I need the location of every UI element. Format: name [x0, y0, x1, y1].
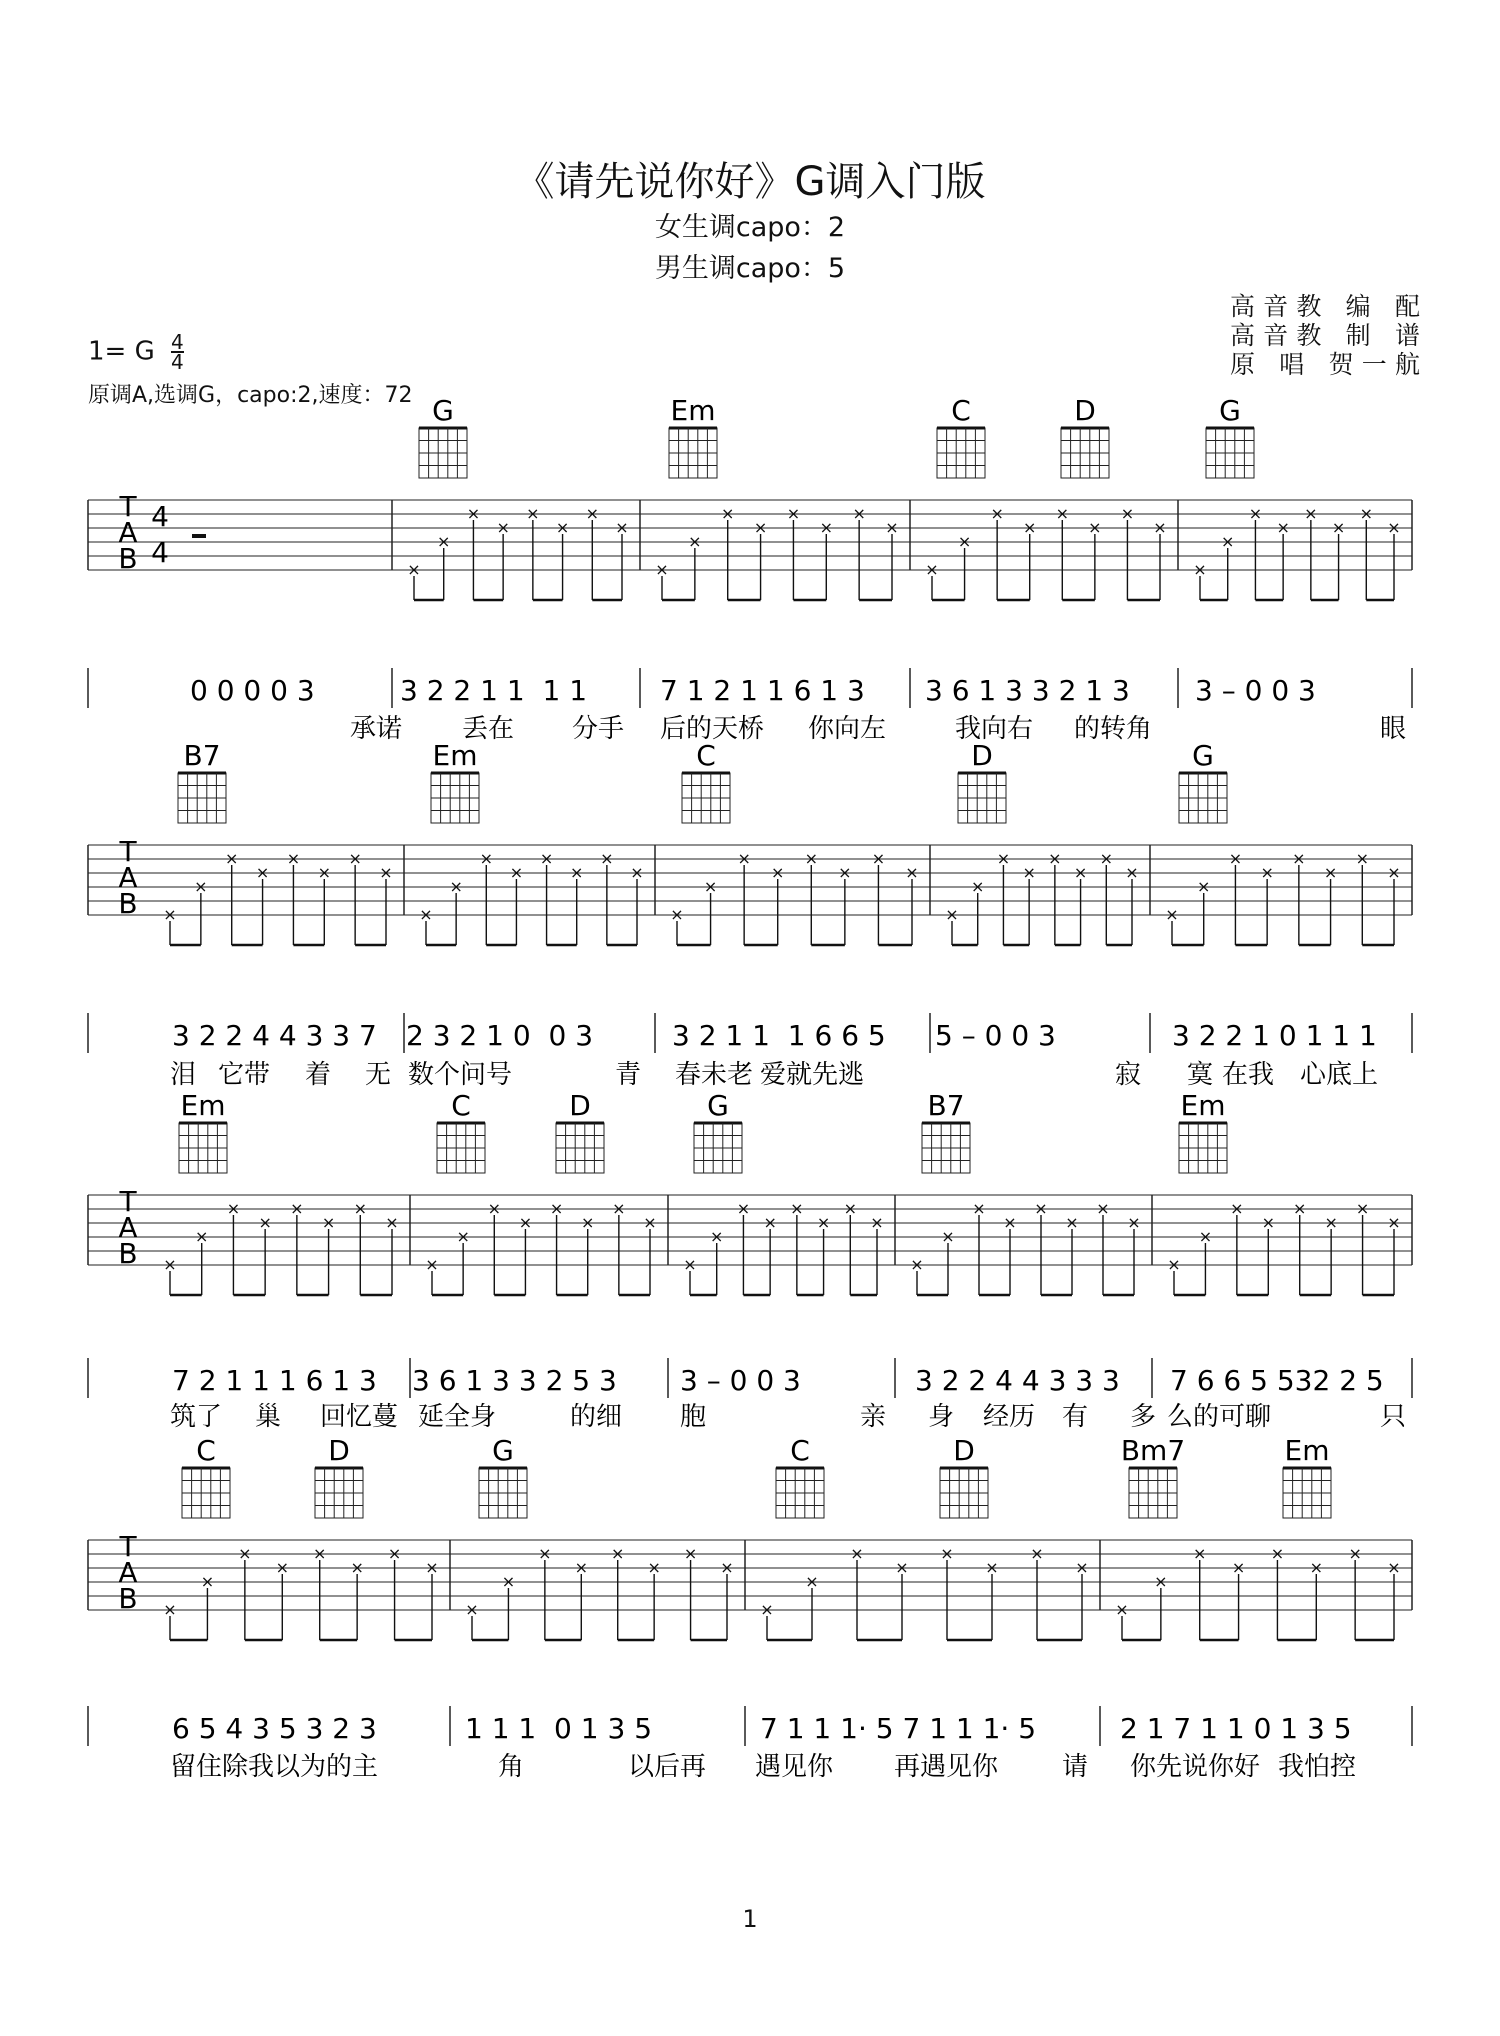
- tab-x-note: ×: [585, 504, 599, 523]
- tab-x-note: ×: [570, 863, 584, 882]
- lyric-text: 数个问号: [408, 1060, 513, 1090]
- lyric-text: 丢在: [462, 714, 515, 744]
- tab-x-note: ×: [200, 1572, 215, 1591]
- tab-x-note: ×: [238, 1544, 252, 1563]
- key-label: 1= G: [88, 336, 155, 367]
- lyric-text: 眼: [1380, 714, 1407, 744]
- lyric-text: 只: [1380, 1402, 1407, 1432]
- tab-x-note: ×: [1193, 1544, 1207, 1563]
- chord-name: C: [451, 1089, 471, 1122]
- lyric-text: 再遇见你: [894, 1752, 999, 1782]
- tab-letter: B: [118, 887, 138, 920]
- lyric-text: 分手: [572, 714, 625, 744]
- subtitle-female-capo: 女生调capo：2: [654, 212, 846, 243]
- tab-x-note: ×: [1261, 1213, 1275, 1232]
- chord-name: G: [707, 1089, 729, 1122]
- lyric-text: 留住除我以为的主: [170, 1752, 379, 1782]
- page-title: 《请先说你好》G调入门版: [514, 159, 986, 205]
- tab-x-note: ×: [479, 849, 493, 868]
- chord-name: G: [1192, 739, 1214, 772]
- tab-x-note: ×: [1167, 1255, 1181, 1274]
- tab-x-note: ×: [1048, 849, 1062, 868]
- tab-x-note: ×: [1023, 518, 1037, 537]
- lyric-text: 着: [305, 1060, 332, 1090]
- lyric-text: 春未老: [675, 1060, 754, 1090]
- tab-x-note: ×: [1075, 1558, 1089, 1577]
- tab-x-note: ×: [1323, 863, 1338, 882]
- lyric-text: 么的可聊: [1167, 1402, 1272, 1432]
- numbered-notation-measure: 3 2 2 1 0 1 1 1: [1172, 1019, 1377, 1052]
- numbered-notation-measure: 3 2 2 4 4 3 3 7: [172, 1019, 377, 1052]
- chord-name: C: [696, 739, 716, 772]
- numbered-notation-measure: 5 – 0 0 3: [935, 1019, 1056, 1052]
- lyric-text: 筑了: [170, 1402, 223, 1432]
- tab-x-note: ×: [786, 504, 801, 523]
- tab-x-note: ×: [670, 905, 684, 924]
- tab-x-note: ×: [611, 1544, 625, 1563]
- lyric-text: 请: [1062, 1752, 1089, 1782]
- tab-x-note: ×: [255, 863, 270, 882]
- tab-x-note: ×: [996, 849, 1011, 868]
- tab-x-note: ×: [1055, 504, 1069, 523]
- tab-x-note: ×: [1034, 1199, 1048, 1218]
- tab-x-note: ×: [574, 1558, 588, 1577]
- tab-x-note: ×: [647, 1558, 661, 1577]
- tab-time-sig-top: 4: [151, 500, 169, 533]
- tab-x-note: ×: [313, 1544, 327, 1563]
- tab-x-note: ×: [1154, 1572, 1168, 1591]
- tab-x-note: ×: [290, 1199, 304, 1218]
- tab-x-note: ×: [910, 1255, 924, 1274]
- tab-x-note: ×: [225, 849, 239, 868]
- tab-x-note: ×: [1359, 504, 1373, 523]
- lyric-text: 回忆蔓: [320, 1402, 399, 1432]
- lyric-text: 我怕控: [1278, 1752, 1357, 1782]
- lyric-text: 有: [1062, 1402, 1089, 1432]
- tab-x-note: ×: [163, 905, 177, 924]
- tab-x-note: ×: [1260, 863, 1274, 882]
- numbered-notation-measure: 3 – 0 0 3: [1195, 674, 1316, 707]
- numbered-notation-measure: 2 1 7 1 1 0 1 3 5: [1120, 1712, 1352, 1745]
- tab-x-note: ×: [437, 532, 451, 551]
- tab-x-note: ×: [1304, 504, 1318, 523]
- tab-letter: A: [118, 516, 138, 549]
- tab-x-note: ×: [753, 518, 768, 537]
- chord-name: B7: [183, 739, 221, 772]
- lyric-text: 遇见你: [755, 1752, 834, 1782]
- tab-x-note: ×: [1096, 1199, 1110, 1218]
- tab-x-note: ×: [612, 1199, 626, 1218]
- tab-x-note: ×: [385, 1213, 399, 1232]
- numbered-notation-measure: 0 0 0 0 3: [190, 674, 315, 707]
- tab-x-note: ×: [1022, 863, 1036, 882]
- chord-name: Em: [1180, 1089, 1226, 1122]
- chord-name: G: [1219, 394, 1241, 427]
- tab-x-note: ×: [1387, 518, 1401, 537]
- tab-x-note: ×: [1331, 518, 1346, 537]
- tab-x-note: ×: [819, 518, 833, 537]
- tab-x-note: ×: [449, 877, 463, 896]
- lyric-text: 身: [928, 1402, 955, 1432]
- lyric-text: 的细: [570, 1402, 623, 1432]
- tab-x-note: ×: [1073, 863, 1088, 882]
- credit-original-singer: 原 唱 贺一航: [1230, 350, 1420, 379]
- numbered-notation-measure: 3 6 1 3 3 2 1 3: [925, 674, 1130, 707]
- tab-x-note: ×: [643, 1213, 657, 1232]
- tab-x-note: ×: [407, 560, 421, 579]
- tab-x-note: ×: [518, 1213, 533, 1232]
- tab-x-note: ×: [736, 1199, 751, 1218]
- tab-x-note: ×: [456, 1227, 470, 1246]
- lyric-text: 巢: [255, 1402, 282, 1432]
- chord-name: D: [328, 1434, 350, 1467]
- tab-x-note: ×: [720, 1558, 734, 1577]
- tab-x-note: ×: [1355, 849, 1369, 868]
- tab-x-note: ×: [539, 849, 554, 868]
- lyric-text: 你先说你好: [1130, 1752, 1261, 1782]
- tab-x-note: ×: [555, 518, 570, 537]
- numbered-notation-measure: 2 3 2 1 0 0 3: [406, 1019, 594, 1052]
- tab-letter: A: [118, 1556, 138, 1589]
- tab-x-note: ×: [655, 560, 669, 579]
- tab-x-note: ×: [940, 1544, 954, 1563]
- lyric-text: 它带: [218, 1060, 271, 1090]
- tab-x-note: ×: [353, 1199, 367, 1218]
- tab-letter: T: [119, 835, 137, 868]
- tab-letter: T: [119, 490, 137, 523]
- chord-name: C: [951, 394, 971, 427]
- tab-time-sig-bottom: 4: [151, 536, 169, 569]
- tab-x-note: ×: [1230, 1199, 1244, 1218]
- tab-letter: B: [118, 542, 138, 575]
- tab-x-note: ×: [721, 504, 735, 523]
- tab-x-note: ×: [957, 532, 972, 551]
- tab-x-note: ×: [905, 863, 919, 882]
- tab-x-note: ×: [763, 1213, 777, 1232]
- numbered-notation-measure: 3 2 1 1 1 6 6 5: [672, 1019, 886, 1052]
- lyric-text: 无: [365, 1060, 392, 1090]
- lyric-text: 角: [498, 1752, 525, 1782]
- tab-x-note: ×: [804, 849, 818, 868]
- tab-x-note: ×: [1348, 1544, 1362, 1563]
- tab-x-note: ×: [321, 1213, 336, 1232]
- chord-name: C: [196, 1434, 216, 1467]
- lyric-text: 胞: [680, 1402, 707, 1432]
- tab-x-note: ×: [466, 504, 481, 523]
- tab-x-note: ×: [790, 1199, 804, 1218]
- chord-name: Bm7: [1120, 1434, 1186, 1467]
- tab-x-note: ×: [1248, 504, 1263, 523]
- tab-x-note: ×: [286, 849, 301, 868]
- tab-x-note: ×: [1309, 1558, 1323, 1577]
- page-number: 1: [742, 1905, 758, 1933]
- tab-x-note: ×: [630, 863, 644, 882]
- original-key-info: 原调A,选调G，capo:2,速度：72: [88, 383, 413, 408]
- tab-x-note: ×: [710, 1227, 724, 1246]
- tab-x-note: ×: [226, 1199, 241, 1218]
- tab-x-note: ×: [1292, 849, 1306, 868]
- tab-x-note: ×: [465, 1600, 479, 1619]
- tab-x-note: ×: [348, 849, 362, 868]
- tab-x-note: ×: [870, 1213, 884, 1232]
- lyric-text: 我向右: [955, 714, 1034, 744]
- tab-x-note: ×: [985, 1558, 999, 1577]
- numbered-notation-measure: 7 1 2 1 1 6 1 3: [660, 674, 865, 707]
- tab-x-note: ×: [509, 863, 524, 882]
- chord-name: G: [432, 394, 454, 427]
- tab-x-note: ×: [805, 1572, 819, 1591]
- tab-x-note: ×: [1165, 905, 1179, 924]
- tab-x-note: ×: [1231, 1558, 1246, 1577]
- tab-x-note: ×: [615, 518, 629, 537]
- tab-x-note: ×: [1221, 532, 1235, 551]
- tab-letter: T: [119, 1185, 137, 1218]
- lyric-text: 承诺: [350, 714, 403, 744]
- tab-x-note: ×: [972, 1199, 986, 1218]
- chord-name: D: [971, 739, 993, 772]
- tab-x-note: ×: [925, 560, 939, 579]
- tab-x-note: ×: [1088, 518, 1102, 537]
- lyric-text: 经历: [983, 1402, 1036, 1432]
- tab-letter: A: [118, 861, 138, 894]
- numbered-notation-measure: 3 2 2 4 4 3 3 3: [915, 1364, 1120, 1397]
- tab-x-note: ×: [703, 877, 718, 896]
- tab-letter: A: [118, 1211, 138, 1244]
- tab-x-note: ×: [425, 1255, 439, 1274]
- tab-x-note: ×: [1293, 1199, 1307, 1218]
- tab-x-note: ×: [1003, 1213, 1017, 1232]
- tab-x-note: ×: [1276, 518, 1290, 537]
- lyric-text: 青: [615, 1060, 642, 1090]
- tab-x-note: ×: [1324, 1213, 1338, 1232]
- tab-x-note: ×: [760, 1600, 774, 1619]
- tab-x-note: ×: [425, 1558, 439, 1577]
- tab-x-note: ×: [317, 863, 331, 882]
- lyric-text: 爱就先逃: [760, 1060, 865, 1090]
- tab-x-note: ×: [163, 1255, 177, 1274]
- chord-name: D: [1074, 394, 1096, 427]
- tab-x-note: ×: [275, 1558, 289, 1577]
- tab-x-note: ×: [838, 863, 852, 882]
- tab-x-note: ×: [1228, 849, 1243, 868]
- tab-x-note: ×: [600, 849, 614, 868]
- tab-x-note: ×: [1030, 1544, 1044, 1563]
- tab-x-note: ×: [501, 1572, 516, 1591]
- chord-name: Em: [180, 1089, 226, 1122]
- tab-x-note: ×: [850, 1544, 864, 1563]
- chord-name: B7: [927, 1089, 965, 1122]
- chord-name: D: [569, 1089, 591, 1122]
- chord-name: Em: [1284, 1434, 1330, 1467]
- credit-arranger: 高音教 编 配: [1230, 292, 1420, 321]
- tab-x-note: ×: [163, 1600, 177, 1619]
- numbered-notation-measure: 7 1 1 1· 5 7 1 1 1· 5: [760, 1712, 1037, 1745]
- numbered-notation-measure: 3 6 1 3 3 2 5 3: [412, 1364, 617, 1397]
- credit-transcriber: 高音教 制 谱: [1230, 321, 1420, 350]
- time-sig-bottom: 4: [171, 350, 184, 374]
- tab-x-note: ×: [1153, 518, 1167, 537]
- numbered-notation-measure: 3 2 2 1 1 1 1: [400, 674, 588, 707]
- subtitle-male-capo: 男生调capo：5: [654, 253, 846, 284]
- lyric-text: 多: [1130, 1402, 1157, 1432]
- lyric-text: 你向左: [808, 714, 887, 744]
- tab-x-note: ×: [419, 905, 433, 924]
- time-sig-top: 4: [171, 330, 184, 354]
- tab-x-note: ×: [379, 863, 393, 882]
- tab-x-note: ×: [971, 877, 985, 896]
- tab-x-note: ×: [1193, 560, 1207, 579]
- tab-x-note: ×: [843, 1199, 857, 1218]
- lyric-text: 以后再: [628, 1752, 707, 1782]
- chord-name: D: [953, 1434, 975, 1467]
- chord-name: Em: [432, 739, 478, 772]
- tab-x-note: ×: [895, 1558, 909, 1577]
- tab-x-note: ×: [771, 863, 785, 882]
- tab-x-note: ×: [1270, 1544, 1285, 1563]
- tab-x-note: ×: [816, 1213, 831, 1232]
- numbered-notation-measure: 7 2 1 1 1 6 1 3: [172, 1364, 377, 1397]
- lyric-text: 延全身: [418, 1402, 497, 1432]
- tab-x-note: ×: [1065, 1213, 1079, 1232]
- tab-x-note: ×: [1198, 1227, 1213, 1246]
- lyric-text: 在我: [1222, 1060, 1275, 1090]
- tab-x-note: ×: [990, 504, 1004, 523]
- lyric-text: 寞: [1187, 1060, 1214, 1090]
- tab-x-note: ×: [487, 1199, 501, 1218]
- tab-x-note: ×: [945, 905, 959, 924]
- tab-x-note: ×: [683, 1544, 698, 1563]
- tab-x-note: ×: [1197, 877, 1211, 896]
- tab-x-note: ×: [258, 1213, 272, 1232]
- lyric-text: 心底上: [1300, 1060, 1379, 1090]
- tab-x-note: ×: [852, 504, 866, 523]
- tab-x-note: ×: [1387, 1558, 1401, 1577]
- tab-x-note: ×: [737, 849, 751, 868]
- tab-x-note: ×: [683, 1255, 697, 1274]
- tab-x-note: ×: [688, 532, 702, 551]
- tab-x-note: ×: [871, 849, 886, 868]
- tab-letter: B: [118, 1582, 138, 1615]
- tab-x-note: ×: [885, 518, 899, 537]
- numbered-notation-measure: 6 5 4 3 5 3 2 3: [172, 1712, 377, 1745]
- chord-name: Em: [670, 394, 716, 427]
- tab-letter: T: [119, 1530, 137, 1563]
- tab-x-note: ×: [581, 1213, 595, 1232]
- tab-x-note: ×: [538, 1544, 552, 1563]
- tab-x-note: ×: [1387, 1213, 1401, 1232]
- numbered-notation-measure: 7 6 6 5 532 2 5: [1170, 1364, 1384, 1397]
- tab-x-note: ×: [1387, 863, 1401, 882]
- tab-x-note: ×: [1115, 1600, 1129, 1619]
- lyric-text: 的转角: [1074, 714, 1153, 744]
- tab-x-note: ×: [1120, 504, 1135, 523]
- tab-letter: B: [118, 1237, 138, 1270]
- rest-mark: [192, 534, 206, 538]
- tab-x-note: ×: [194, 877, 208, 896]
- tab-x-note: ×: [1127, 1213, 1141, 1232]
- tab-x-note: ×: [526, 504, 540, 523]
- tab-x-note: ×: [1125, 863, 1139, 882]
- chord-name: G: [492, 1434, 514, 1467]
- lyric-text: 泪: [170, 1060, 197, 1090]
- tab-x-note: ×: [1355, 1199, 1370, 1218]
- tab-x-note: ×: [195, 1227, 209, 1246]
- tab-x-note: ×: [350, 1558, 364, 1577]
- tab-x-note: ×: [387, 1544, 402, 1563]
- tab-x-note: ×: [496, 518, 510, 537]
- lyric-text: 寂: [1115, 1060, 1142, 1090]
- numbered-notation-measure: 3 – 0 0 3: [680, 1364, 801, 1397]
- chord-name: C: [790, 1434, 810, 1467]
- tab-x-note: ×: [941, 1227, 955, 1246]
- numbered-notation-measure: 1 1 1 0 1 3 5: [465, 1712, 653, 1745]
- tab-x-note: ×: [1099, 849, 1113, 868]
- lyric-text: 后的天桥: [660, 714, 765, 744]
- lyric-text: 亲: [860, 1402, 887, 1432]
- tab-x-note: ×: [549, 1199, 564, 1218]
